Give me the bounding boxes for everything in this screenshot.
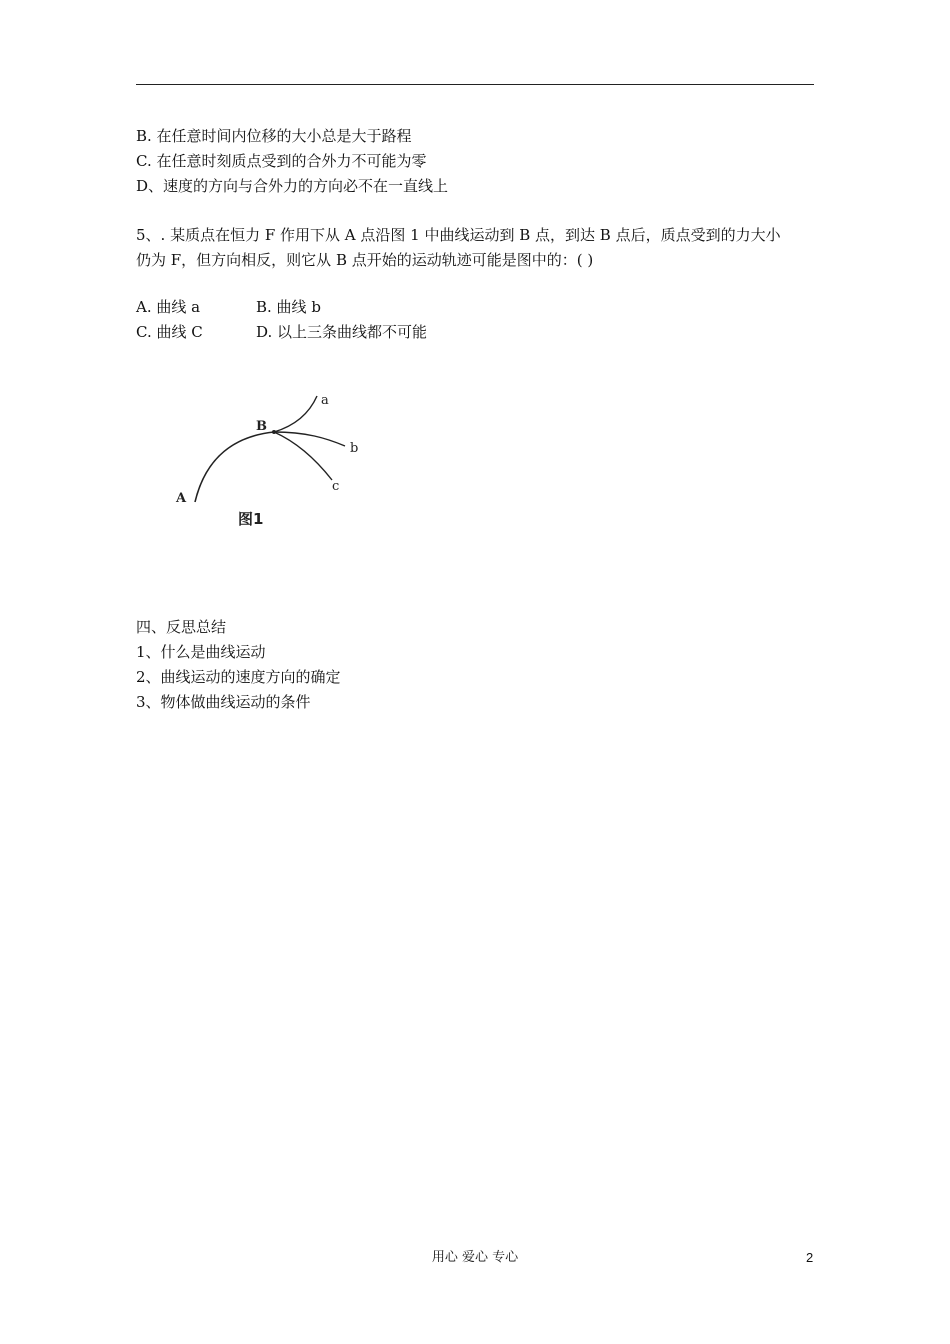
option-c-text: C. 在任意时刻质点受到的合外力不可能为零 xyxy=(136,152,427,170)
page-number: 2 xyxy=(806,1250,814,1265)
label-point-a: A xyxy=(176,491,187,506)
summary-item-2: 2、曲线运动的速度方向的确定 xyxy=(136,668,341,686)
question-5-line-2: 仍为 F，但方向相反，则它从 B 点开始的运动轨迹可能是图中的：( ) xyxy=(136,251,594,269)
choice-a: A. 曲线 a xyxy=(136,298,201,316)
curve-a-branch xyxy=(274,396,317,432)
curve-c-branch xyxy=(274,432,332,480)
summary-item-1: 1、什么是曲线运动 xyxy=(136,643,266,661)
figure-caption: 图1 xyxy=(238,510,264,528)
option-d-text: D、速度的方向与合外力的方向必不在一直线上 xyxy=(136,177,449,195)
point-b-marker xyxy=(272,430,276,434)
choice-d: D. 以上三条曲线都不可能 xyxy=(256,323,428,341)
choice-c: C. 曲线 C xyxy=(136,323,203,341)
label-curve-b: b xyxy=(350,441,359,456)
curve-b-branch xyxy=(274,432,345,446)
option-b-text: B. 在任意时间内位移的大小总是大于路程 xyxy=(136,127,412,145)
label-curve-a: a xyxy=(321,393,329,408)
question-5-line-1: 5、. 某质点在恒力 F 作用下从 A 点沿图 1 中曲线运动到 B 点，到达 B 点后，质点受到的力大小 xyxy=(136,226,781,244)
trajectory-diagram xyxy=(146,366,372,540)
summary-heading: 四、反思总结 xyxy=(136,618,227,636)
curve-a-to-b xyxy=(195,432,274,502)
header-rule xyxy=(136,84,814,85)
label-curve-c: c xyxy=(332,479,340,494)
footer-motto: 用心 爱心 专心 xyxy=(431,1250,519,1265)
choice-b: B. 曲线 b xyxy=(256,298,321,316)
summary-item-3: 3、物体做曲线运动的条件 xyxy=(136,693,311,711)
trajectory-figure xyxy=(146,366,372,540)
label-point-b: B xyxy=(256,419,267,434)
